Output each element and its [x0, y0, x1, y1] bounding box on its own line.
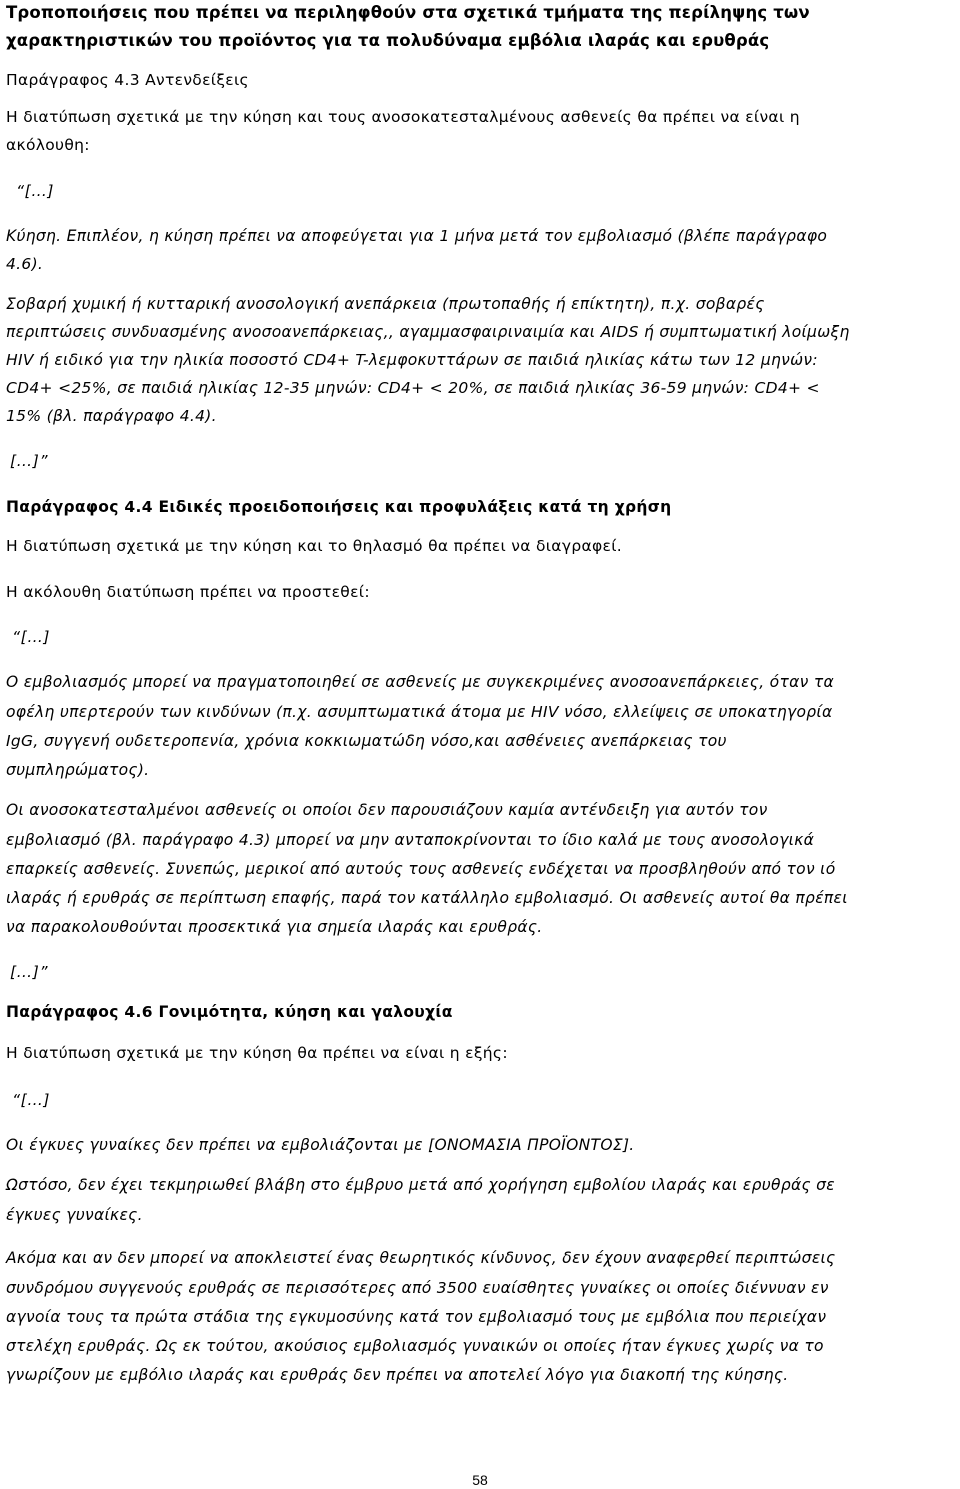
section-44-p1-line-3: IgG, συγγενή ουδετεροπενία, χρόνια κοκκιωματώδη νόσο,και ασθένειες ανεπάρκειας του: [6, 732, 727, 750]
section-44-p2-line-4: ιλαράς ή ερυθράς σε περίπτωση επαφής, παρά τον κατάλληλο εμβολιασμό. Οι ασθενείς αυτοί θα πρέπει: [6, 889, 848, 907]
section-43-immuno-line-4: CD4+ <25%, σε παιδιά ηλικίας 12-35 μηνών: CD4+ < 20%, σε παιδιά ηλικίας 36-59 μηνών: CD4+ <: [6, 379, 820, 397]
section-44-p2-line-1: Οι ανοσοκατεσταλμένοι ασθενείς οι οποίοι δεν παρουσιάζουν καμία αντένδειξη για αυτόν τον: [6, 801, 768, 819]
section-46-p3-line-5: γνωρίζουν με εμβόλιο ιλαράς και ερυθράς δεν πρέπει να αποτελεί λόγο για διακοπή της κύησης.: [6, 1366, 789, 1384]
section-44-p2-line-2: εμβολιασμό (βλ. παράγραφο 4.3) μπορεί να μην ανταποκρίνονται το ίδιο καλά με τους ανοσολογικά: [6, 831, 815, 849]
section-44-add-note: Η ακόλουθη διατύπωση πρέπει να προστεθεί:: [6, 583, 370, 601]
section-44-p2-line-3: επαρκείς ασθενείς. Συνεπώς, μερικοί από αυτούς τους ασθενείς ενδέχεται να προσβληθούν από τον ιό: [6, 860, 836, 878]
section-43-immuno-line-1: Σοβαρή χυμική ή κυτταρική ανοσολογική ανεπάρκεια (πρωτοπαθής ή επίκτητη), π.χ. σοβαρές: [6, 295, 765, 313]
section-43-intro-line-2: ακόλουθη:: [6, 136, 90, 154]
section-44-open-ellipsis: “[…]: [12, 628, 51, 646]
section-43-open-ellipsis: “[…]: [16, 182, 55, 200]
section-43-pregnancy-line-1: Κύηση. Επιπλέον, η κύηση πρέπει να αποφεύγεται για 1 μήνα μετά τον εμβολιασμό (βλέπε παράγραφο: [6, 227, 828, 245]
section-43-immuno-line-5: 15% (βλ. παράγραφο 4.4).: [6, 407, 217, 425]
section-46-p3-line-2: συνδρόμου συγγενούς ερυθράς σε περισσότερες από 3500 ευαίσθητες γυναίκες οι οποίες διέννυαν εν: [6, 1279, 829, 1297]
section-43-heading: Παράγραφος 4.3 Αντενδείξεις: [6, 71, 249, 89]
page-number: 58: [472, 1472, 488, 1488]
section-44-p1-line-4: συμπληρώματος).: [6, 761, 150, 779]
section-44-delete-note: Η διατύπωση σχετικά με την κύηση και το θηλασμό θα πρέπει να διαγραφεί.: [6, 537, 623, 555]
section-43-immuno-line-3: HIV ή ειδικό για την ηλικία ποσοστό CD4+ T-λεμφοκυττάρων σε παιδιά ηλικίας κάτω των 12 μηνών:: [6, 351, 818, 369]
section-46-p1: Οι έγκυες γυναίκες δεν πρέπει να εμβολιάζονται με [ΟΝΟΜΑΣΙΑ ΠΡΟΪΟΝΤΟΣ].: [6, 1136, 635, 1154]
section-43-close-ellipsis: […]”: [10, 452, 49, 470]
section-46-p3-line-4: στελέχη ερυθράς. Ως εκ τούτου, ακούσιος εμβολιασμός γυναικών οι οποίες ήταν έγκυες χωρίς να το: [6, 1337, 824, 1355]
section-43-intro-line-1: Η διατύπωση σχετικά με την κύηση και τους ανοσοκατεσταλμένους ασθενείς θα πρέπει να είναι η: [6, 108, 800, 126]
section-43-pregnancy-line-2: 4.6).: [6, 255, 44, 273]
section-44-p1-line-1: Ο εμβολιασμός μπορεί να πραγματοποιηθεί σε ασθενείς με συγκεκριμένες ανοσοανεπάρκειες, όταν τα: [6, 673, 835, 691]
section-46-open-ellipsis: “[…]: [12, 1091, 51, 1109]
document-title-line-1: Τροποποιήσεις που πρέπει να περιληφθούν στα σχετικά τμήματα της περίληψης των: [6, 3, 810, 22]
section-46-p2-line-1: Ωστόσο, δεν έχει τεκμηριωθεί βλάβη στο έμβρυο μετά από χορήγηση εμβολίου ιλαράς και ερυθράς σε: [6, 1176, 835, 1194]
section-46-p3-line-1: Ακόμα και αν δεν μπορεί να αποκλειστεί ένας θεωρητικός κίνδυνος, δεν έχουν αναφερθεί περιπτώσεις: [6, 1249, 836, 1267]
section-44-close-ellipsis: […]”: [10, 963, 49, 981]
section-46-p2-line-2: έγκυες γυναίκες.: [6, 1206, 143, 1224]
document-title-line-2: χαρακτηριστικών του προϊόντος για τα πολυδύναμα εμβόλια ιλαράς και ερυθράς: [6, 31, 770, 50]
section-46-heading: Παράγραφος 4.6 Γονιμότητα, κύηση και γαλουχία: [6, 1003, 453, 1021]
section-44-heading: Παράγραφος 4.4 Ειδικές προειδοποιήσεις και προφυλάξεις κατά τη χρήση: [6, 498, 672, 516]
section-44-p1-line-2: οφέλη υπερτερούν των κινδύνων (π.χ. ασυμπτωματικά άτομα με HIV νόσο, ελλείψεις σε υποκατηγορία: [6, 703, 833, 721]
section-46-p3-line-3: αγνοία τους τα πρώτα στάδια της εγκυμοσύνης κατά τον εμβολιασμό τους με εμβόλια που περιείχαν: [6, 1308, 827, 1326]
section-46-intro: Η διατύπωση σχετικά με την κύηση θα πρέπει να είναι η εξής:: [6, 1044, 508, 1062]
section-44-p2-line-5: να παρακολουθούνται προσεκτικά για σημεία ιλαράς και ερυθράς.: [6, 918, 543, 936]
section-43-immuno-line-2: περιπτώσεις συνδυασμένης ανοσοανεπάρκειας,, αγαμμασφαιριναιμία και AIDS ή συμπτωματική λοίμωξη: [6, 323, 850, 341]
